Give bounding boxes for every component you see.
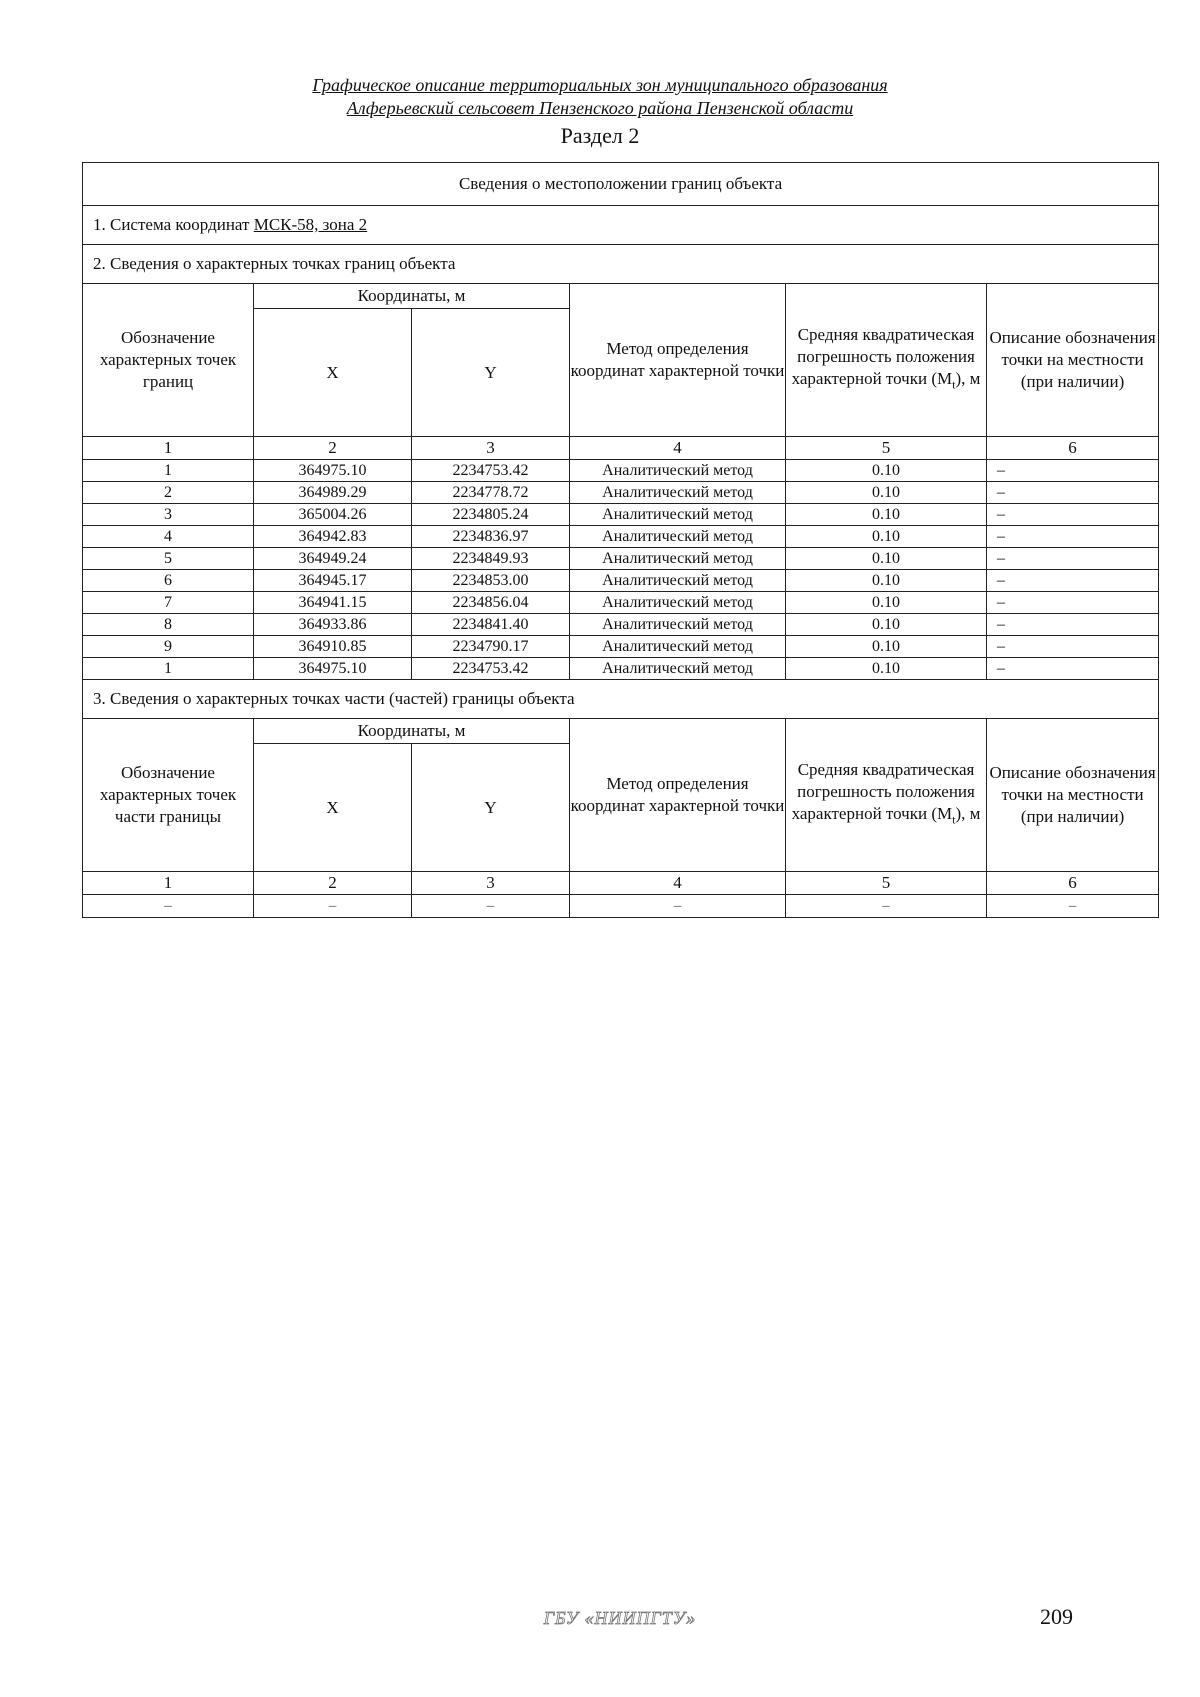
method-cell: Аналитический метод: [570, 614, 786, 636]
table-row: [83, 570, 1159, 592]
description-cell: –: [987, 592, 1159, 614]
point-id-cell: 2: [83, 482, 254, 504]
header-error: Средняя квадратическая погрешность положения характерной точки $(M_t)$, м: [786, 284, 987, 437]
table-title: Сведения о местоположении границ объекта: [83, 163, 1159, 206]
error-cell: 0.10: [786, 636, 987, 658]
table-row: [83, 548, 1159, 570]
empty-cell: –: [786, 895, 987, 918]
method-cell: Аналитический метод: [570, 570, 786, 592]
method-cell: Аналитический метод: [570, 482, 786, 504]
description-cell: –: [987, 548, 1159, 570]
coord-system-row: [83, 206, 1159, 245]
empty-cell: –: [412, 895, 570, 918]
column-number: 3: [412, 872, 570, 895]
y-coordinate-cell: 2234836.97: [412, 526, 570, 548]
error-cell: 0.10: [786, 482, 987, 504]
column-number: 3: [412, 437, 570, 460]
point-id-cell: 7: [83, 592, 254, 614]
y-coordinate-cell: 2234853.00: [412, 570, 570, 592]
method-cell: Аналитический метод: [570, 526, 786, 548]
column-number-row: [83, 872, 1159, 895]
error-cell: 0.10: [786, 460, 987, 482]
point-id-cell: 1: [83, 658, 254, 680]
point-id-cell: 4: [83, 526, 254, 548]
empty-cell: –: [83, 895, 254, 918]
column-number: 6: [987, 437, 1159, 460]
description-cell: –: [987, 526, 1159, 548]
error-cell: 0.10: [786, 570, 987, 592]
header-x: X: [254, 309, 412, 437]
y-coordinate-cell: 2234841.40: [412, 614, 570, 636]
empty-cell: –: [570, 895, 786, 918]
x-coordinate-cell: 364910.85: [254, 636, 412, 658]
x-coordinate-cell: 364949.24: [254, 548, 412, 570]
point-id-cell: 1: [83, 460, 254, 482]
header-coords: Координаты, м: [254, 284, 570, 309]
error-cell: 0.10: [786, 526, 987, 548]
header-point-label: Обозначение характерных точек границ: [83, 284, 254, 437]
point-id-cell: 5: [83, 548, 254, 570]
x-coordinate-cell: 364941.15: [254, 592, 412, 614]
method-cell: Аналитический метод: [570, 548, 786, 570]
table-row: [83, 895, 1159, 918]
description-cell: –: [987, 658, 1159, 680]
point-id-cell: 3: [83, 504, 254, 526]
column-number: 6: [987, 872, 1159, 895]
document-title-line-2: Алферьевский сельсовет Пензенского района Пензенской области: [346, 98, 854, 118]
header-x-part: X: [254, 744, 412, 872]
method-cell: Аналитический метод: [570, 658, 786, 680]
x-coordinate-cell: 364975.10: [254, 658, 412, 680]
description-cell: –: [987, 460, 1159, 482]
empty-cell: –: [254, 895, 412, 918]
description-cell: –: [987, 482, 1159, 504]
header-coords-part: Координаты, м: [254, 719, 570, 744]
x-coordinate-cell: 364933.86: [254, 614, 412, 636]
header-y-part: Y: [412, 744, 570, 872]
table-row: [83, 592, 1159, 614]
y-coordinate-cell: 2234778.72: [412, 482, 570, 504]
column-number: 5: [786, 872, 987, 895]
method-cell: Аналитический метод: [570, 504, 786, 526]
column-number: 1: [83, 437, 254, 460]
x-coordinate-cell: 364989.29: [254, 482, 412, 504]
y-coordinate-cell: 2234856.04: [412, 592, 570, 614]
page-number: 209: [1040, 1604, 1073, 1629]
table-row: [83, 526, 1159, 548]
page-header: [0, 74, 1200, 150]
table-row: [83, 504, 1159, 526]
y-coordinate-cell: 2234753.42: [412, 460, 570, 482]
footer-organization: ГБУ «НИИПГТУ»: [543, 1608, 697, 1628]
description-cell: –: [987, 636, 1159, 658]
point-id-cell: 8: [83, 614, 254, 636]
error-cell: 0.10: [786, 504, 987, 526]
header-y: Y: [412, 309, 570, 437]
header-error-part: Средняя квадратическая погрешность положения характерной точки $(M_t)$, м: [786, 719, 987, 872]
boundary-table: [82, 162, 1159, 918]
x-coordinate-cell: 364942.83: [254, 526, 412, 548]
table-row: [83, 482, 1159, 504]
method-cell: Аналитический метод: [570, 460, 786, 482]
description-cell: –: [987, 570, 1159, 592]
column-number: 2: [254, 872, 412, 895]
method-cell: Аналитический метод: [570, 592, 786, 614]
document-title-line-1: Графическое описание территориальных зон муниципального образования: [312, 75, 888, 95]
description-cell: –: [987, 614, 1159, 636]
coord-system-value: МСК-58, зона 2: [253, 215, 368, 234]
x-coordinate-cell: 365004.26: [254, 504, 412, 526]
coord-system-prefix: 1. Система координат: [93, 215, 254, 234]
header-point-label-part: Обозначение характерных точек части границы: [83, 719, 254, 872]
column-number: 5: [786, 437, 987, 460]
header-description-part: Описание обозначения точки на местности (при наличии): [987, 719, 1159, 872]
column-number: 1: [83, 872, 254, 895]
header-description: Описание обозначения точки на местности (при наличии): [987, 284, 1159, 437]
y-coordinate-cell: 2234805.24: [412, 504, 570, 526]
x-coordinate-cell: 364975.10: [254, 460, 412, 482]
error-cell: 0.10: [786, 614, 987, 636]
section3-title: 3. Сведения о характерных точках части (частей) границы объекта: [83, 680, 1159, 719]
y-coordinate-cell: 2234753.42: [412, 658, 570, 680]
point-id-cell: 6: [83, 570, 254, 592]
description-cell: –: [987, 504, 1159, 526]
section-title: Раздел 2: [560, 123, 640, 148]
error-cell: 0.10: [786, 592, 987, 614]
column-number-row: [83, 437, 1159, 460]
point-id-cell: 9: [83, 636, 254, 658]
table-row: [83, 614, 1159, 636]
column-number: 2: [254, 437, 412, 460]
method-cell: Аналитический метод: [570, 636, 786, 658]
y-coordinate-cell: 2234790.17: [412, 636, 570, 658]
y-coordinate-cell: 2234849.93: [412, 548, 570, 570]
column-number: 4: [570, 437, 786, 460]
header-method: Метод определения координат характерной точки: [570, 284, 786, 437]
table-row: [83, 460, 1159, 482]
empty-cell: –: [987, 895, 1159, 918]
x-coordinate-cell: 364945.17: [254, 570, 412, 592]
table-row: [83, 658, 1159, 680]
header-method-part: Метод определения координат характерной точки: [570, 719, 786, 872]
table-row: [83, 636, 1159, 658]
error-cell: 0.10: [786, 658, 987, 680]
section2-title: 2. Сведения о характерных точках границ объекта: [83, 245, 1159, 284]
column-number: 4: [570, 872, 786, 895]
error-cell: 0.10: [786, 548, 987, 570]
